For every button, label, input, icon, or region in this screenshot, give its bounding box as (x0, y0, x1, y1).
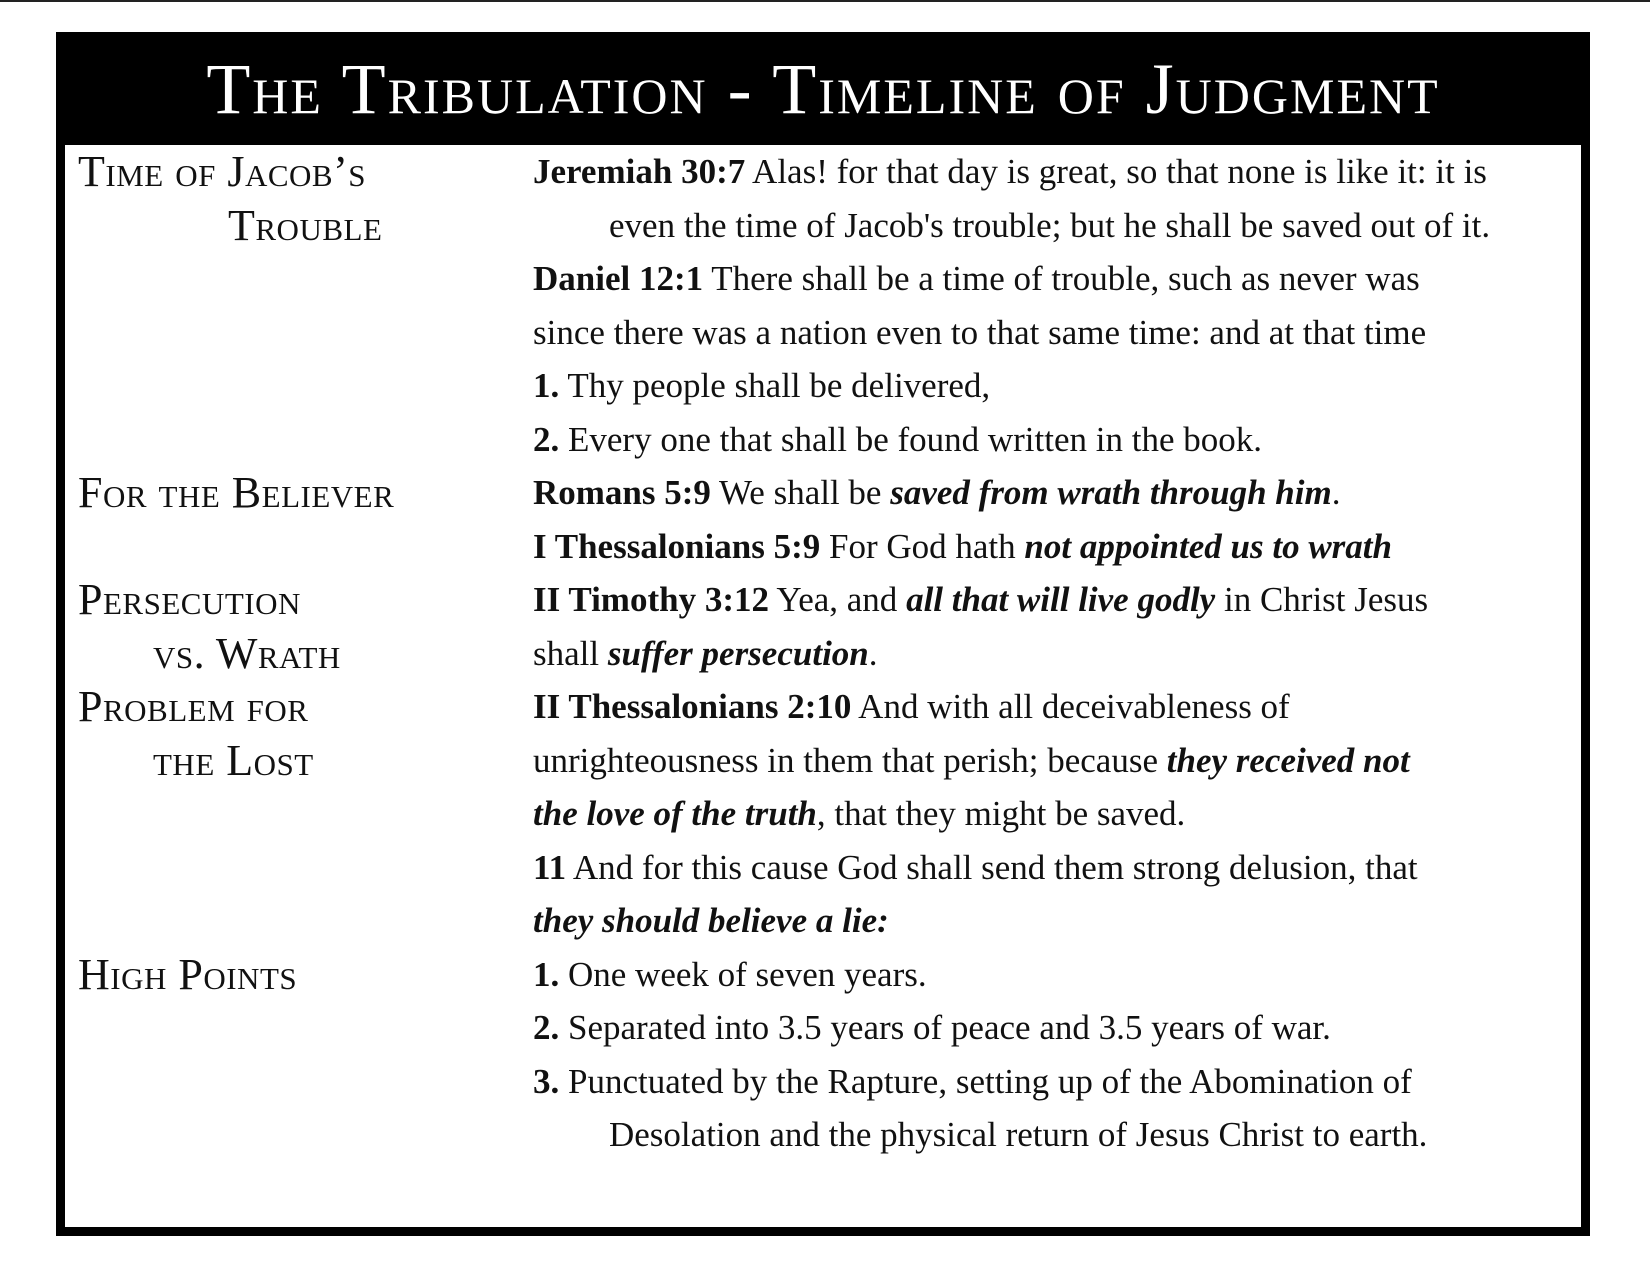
label-line: For the Believer (78, 468, 395, 517)
text-line (533, 199, 1561, 253)
page-title: The Tribulation - Timeline of Judgment (206, 48, 1440, 129)
text-line (533, 466, 1561, 520)
verse-text: , that they might be saved. (816, 794, 1186, 833)
scripture-reference: Jeremiah 30:7 (533, 152, 746, 191)
verse-text: in Christ Jesus (1215, 580, 1429, 619)
emphasis-text: saved from wrath through him (890, 473, 1332, 512)
section-label (65, 948, 533, 1002)
verse-text: Desolation and the physical return of Jesus Christ to earth. (609, 1115, 1428, 1154)
verse-number: 11 (533, 847, 567, 887)
text-line (533, 306, 1561, 360)
verse-text: Separated into 3.5 years of peace and 3.5 years of war. (559, 1008, 1331, 1047)
section-text (533, 145, 1581, 466)
verse-text: There shall be a time of trouble, such as never was (703, 259, 1420, 298)
verse-text: One week of seven years. (559, 954, 927, 994)
text-line (533, 734, 1561, 788)
section-text (533, 680, 1581, 948)
text-line (533, 413, 1561, 467)
label-line: Time of Jacob’s (78, 147, 366, 196)
content (65, 145, 1581, 1162)
section-persecution-vs-wrath (65, 573, 1581, 680)
text-line (533, 627, 1561, 681)
item-number: 3. (533, 1061, 560, 1101)
label-line: the Lost (153, 735, 314, 785)
title-bar (65, 32, 1581, 145)
scripture-reference: I Thessalonians 5:9 (533, 526, 821, 566)
label-line: Trouble (228, 200, 383, 250)
text-line (533, 145, 1561, 199)
emphasis-text: all that will live godly (906, 580, 1216, 619)
verse-text: For God hath (820, 526, 1025, 566)
verse-text: . (1331, 473, 1341, 512)
emphasis-text: not appointed us to wrath (1024, 526, 1392, 566)
verse-text: We shall be (710, 473, 891, 512)
section-high-points (65, 948, 1581, 1162)
document-frame (56, 32, 1590, 1236)
text-line (533, 573, 1561, 627)
section-text (533, 466, 1581, 573)
emphasis-text: the love of the truth (533, 794, 817, 833)
verse-text: shall (533, 633, 608, 673)
section-problem-for-the-lost (65, 680, 1581, 948)
label-line: High Points (78, 949, 298, 999)
item-number: 2. (533, 419, 560, 459)
verse-text: And with all deceivableness of (851, 687, 1290, 726)
text-line (533, 948, 1561, 1002)
text-line (533, 252, 1561, 306)
verse-text: Every one that shall be found written in the book. (559, 419, 1263, 459)
verse-text: Thy people shall be delivered, (559, 366, 991, 405)
scripture-reference: II Thessalonians 2:10 (533, 687, 852, 726)
scripture-reference: II Timothy 3:12 (533, 580, 769, 619)
top-rule (0, 0, 1650, 2)
label-line: Persecution (78, 575, 301, 624)
verse-text: since there was a nation even to that same time: and at that time (533, 312, 1427, 352)
scripture-reference: Romans 5:9 (533, 473, 711, 512)
text-line (533, 841, 1561, 895)
emphasis-text: they received not (1166, 740, 1410, 780)
text-line (533, 894, 1561, 948)
text-line (533, 787, 1561, 841)
section-label (65, 573, 533, 680)
verse-text: . (868, 633, 878, 673)
section-text (533, 948, 1581, 1162)
section-jacobs-trouble (65, 145, 1581, 466)
scripture-reference: Daniel 12:1 (533, 259, 704, 298)
section-label (65, 466, 533, 520)
item-number: 1. (533, 954, 560, 994)
section-for-the-believer (65, 466, 1581, 573)
text-line (533, 1055, 1561, 1109)
text-line (533, 359, 1561, 413)
text-line (533, 1001, 1561, 1055)
text-line (533, 520, 1561, 574)
verse-text: Alas! for that day is great, so that none is like it: it is (745, 152, 1487, 191)
label-line: vs. Wrath (153, 628, 341, 678)
verse-text: Yea, and (768, 580, 907, 619)
text-line (533, 1108, 1561, 1162)
verse-text: And for this cause God shall send them strong delusion, that (566, 847, 1418, 887)
verse-text: even the time of Jacob's trouble; but he shall be saved out of it. (609, 205, 1491, 245)
section-label (65, 145, 533, 252)
section-label (65, 680, 533, 787)
verse-text: Punctuated by the Rapture, setting up of the Abomination of (559, 1061, 1412, 1101)
emphasis-text: suffer persecution (607, 633, 869, 673)
item-number: 2. (533, 1008, 560, 1047)
verse-text: unrighteousness in them that perish; because (533, 740, 1167, 780)
section-text (533, 573, 1581, 680)
emphasis-text: they should believe a lie: (533, 901, 889, 940)
text-line (533, 680, 1561, 734)
label-line: Problem for (78, 682, 309, 731)
item-number: 1. (533, 366, 560, 405)
